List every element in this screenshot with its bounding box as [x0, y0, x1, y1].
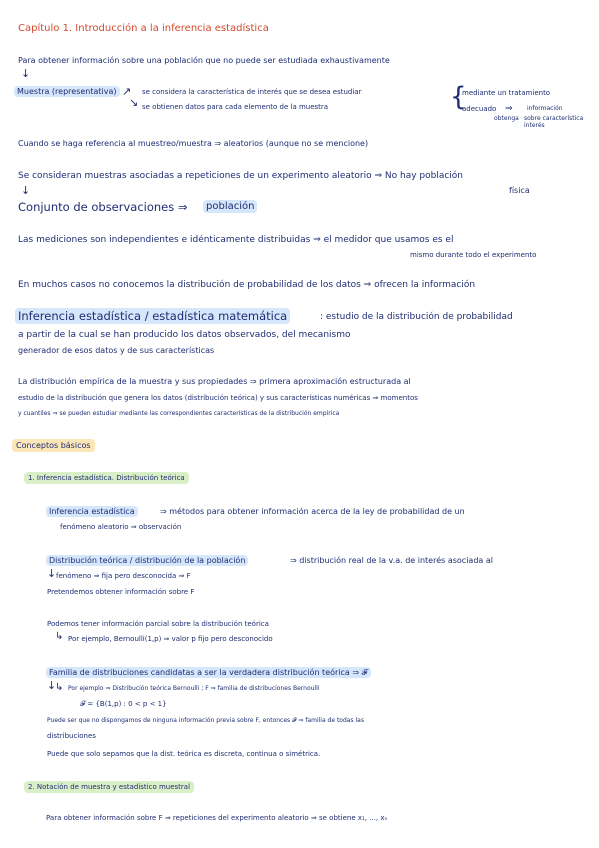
mediciones-line-2: mismo durante todo el experimento: [410, 251, 537, 259]
inferencia-term-def-2: fenómeno aleatorio ⇒ observación: [60, 523, 182, 531]
down-arrow-icon-3: ↓: [47, 567, 57, 580]
familia-line-3: Puede ser que no dispongamos de ninguna información previa sobre F, entonces 𝓕 ⇒ familia de todas las: [47, 717, 364, 724]
distribucion-teorica-def-2: fenómeno ⇒ fija pero desconocida ⇒ F: [56, 572, 191, 580]
sobre-caracteristica-text: sobre característica interés: [524, 115, 584, 129]
informacion-text: información: [527, 105, 563, 112]
familia-term: Familia de distribuciones candidatas a ser la verdadera distribución teórica ⇒ 𝓕: [46, 669, 371, 677]
inferencia-def-2: a partir de la cual se han producido los datos observados, del mecanismo: [18, 330, 351, 340]
conceptos-heading: Conceptos básicos: [12, 442, 95, 450]
muestra-branch-1: se considera la característica de interés que se desea estudiar: [142, 88, 362, 96]
adecuado-text: adecuado: [462, 105, 497, 113]
inferencia-term-def: ⇒ métodos para obtener información acerca de la ley de probabilidad de un: [160, 507, 465, 516]
familia-line-5: Puede que solo sepamos que la dist. teórica es discreta, continua o simétrica.: [47, 750, 321, 758]
muestras-line: Se consideran muestras asociadas a repeticiones de un experimento aleatorio ⇒ No hay población: [18, 171, 463, 181]
section-2-heading: 2. Notación de muestra y estadístico muestral: [24, 784, 194, 791]
inferencia-title: Inferencia estadística / estadística matemática: [15, 311, 290, 323]
obtenga-text: obtenga: [494, 115, 519, 122]
return-arrow-icon-2: ↳: [55, 682, 64, 693]
familia-set: 𝓕 = {B(1,p) : 0 < p < 1}: [80, 700, 167, 708]
return-arrow-icon: ↳: [55, 631, 64, 642]
casos-line: En muchos casos no conocemos la distribución de probabilidad de los datos ⇒ ofrecen la información: [18, 280, 476, 290]
empirica-line-1: La distribución empírica de la muestra y sus propiedades ⇒ primera aproximación estructurada al: [18, 377, 411, 386]
podemos-line: Podemos tener información parcial sobre la distribución teórica: [47, 620, 269, 628]
tratamiento-text: mediante un tratamiento: [462, 89, 551, 97]
page-title: Capítulo 1. Introducción a la inferencia estadística: [18, 23, 269, 34]
distribucion-teorica-def: ⇒ distribución real de la v.a. de interés asociada al: [290, 556, 493, 565]
inferencia-def-3: generador de esos datos y de sus características: [18, 346, 215, 355]
inferencia-def-1: : estudio de la distribución de probabilidad: [320, 312, 513, 322]
fisica-text: física: [509, 186, 530, 195]
down-arrow-icon-2: ↓: [21, 184, 31, 197]
inferencia-term: Inferencia estadística: [46, 508, 138, 516]
muestra-branch-2: se obtienen datos para cada elemento de la muestra: [142, 103, 329, 111]
conjunto-text: Conjunto de observaciones ⇒: [18, 200, 188, 214]
down-arrow-icon: ↓: [21, 67, 31, 80]
poblacion-highlight: población: [203, 202, 257, 212]
split-arrow-icon-2: ↘: [129, 96, 139, 109]
right-arrow-icon: ⇒: [505, 104, 513, 114]
split-arrow-icon: ↗: [122, 85, 132, 98]
familia-line-4: distribuciones: [47, 732, 96, 740]
brace-icon: {: [450, 82, 467, 112]
empirica-line-3: y cuantiles ⇒ se pueden estudiar mediante las correspondientes características de la distribución empírica: [18, 410, 340, 417]
section-1-heading: 1. Inferencia estadística. Distribución teórica: [24, 475, 189, 482]
referencia-line: Cuando se haga referencia al muestreo/muestra ⇒ aleatorios (aunque no se mencione): [18, 139, 369, 148]
down-arrow-icon-4: ↓: [47, 679, 57, 692]
section-2-line: Para obtener información sobre F ⇒ repeticiones del experimento aleatorio ⇒ se obtiene x₁, ..., xₙ: [46, 814, 388, 822]
muestra-label: Muestra (representativa): [14, 88, 120, 96]
distribucion-teorica-term: Distribución teórica / distribución de la población: [46, 557, 248, 565]
intro-line: Para obtener información sobre una población que no puede ser estudiada exhaustivamente: [18, 56, 390, 65]
pretendemos-line: Pretendemos obtener información sobre F: [47, 588, 195, 596]
mediciones-line: Las mediciones son independientes e idénticamente distribuidas ⇒ el medidor que usamos es el: [18, 235, 454, 245]
empirica-line-2: estudio de la distribución que genera los datos (distribución teórica) y sus características numéricas ⇒ momentos: [18, 394, 418, 402]
bernoulli-example: Por ejemplo, Bernoulli(1,p) ⇒ valor p fijo pero desconocido: [68, 635, 273, 643]
familia-example: Por ejemplo ⇒ Distribución teórica Bernoulli ; F ⇒ familia de distribuciones Bernoulli: [68, 685, 320, 692]
